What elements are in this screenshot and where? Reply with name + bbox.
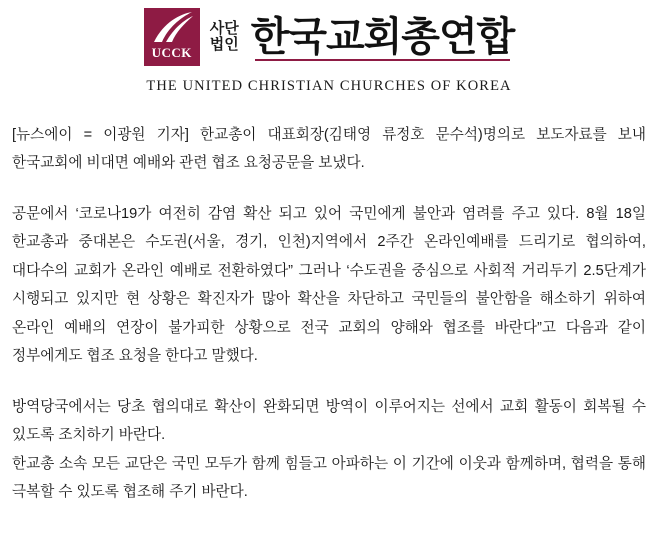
corporate-prefix <box>210 21 239 53</box>
organization-logo <box>0 0 658 95</box>
corporate-prefix-line1: 사단 <box>209 20 239 38</box>
logo-row <box>144 8 514 66</box>
article-body <box>0 95 658 506</box>
ucck-mark-text: UCCK <box>151 45 192 60</box>
swoosh-icon <box>150 12 194 44</box>
article-paragraph: 공문에서 ‘코로나19가 여전히 감염 확산 되고 있어 국민에게 불안과 염려를 주고 있다. 8월 18일 한교총과 중대본은 수도권(서울, 경기, 인천)지역에서 2주간 온라인예배를 드리기로 협의하여, 대다수의 교회가 온라인 예배로 전환하였다” 그러나 ‘수도권을 중심으로 사회적 거리두기 2.5단계가 시행되고 있지만 현 상황은 확진자가 많아 확산을 차단하고 국민들의 불안함을 해소하기 위하여 온라인 예배의 연장이 불가피한 상황으로 전국 교회의 양해와 협조를 바란다”고 다음과 같이 정부에게도 협조 요청을 한다고 말했다. <box>12 205 646 365</box>
article-paragraph: [뉴스에이 = 이광원 기자] 한교총이 대표회장(김태영 류정호 문수석)명의로 보도자료를 보내 한국교회에 비대면 예배와 관련 협조 요청공문을 보냈다. <box>12 127 646 172</box>
organization-title-ko: 한국교회총연합 <box>250 15 515 59</box>
ucck-logo-mark <box>144 8 200 66</box>
article-paragraph: 방역당국에서는 당초 협의대로 확산이 완화되면 방역이 이루어지는 선에서 교회 활동이 회복될 수 있도록 조치하기 바란다. <box>12 398 646 444</box>
corporate-prefix-line2: 법인 <box>209 36 239 53</box>
article-paragraph: 한교총 소속 모든 교단은 국민 모두가 함께 힘들고 아파하는 이 기간에 이웃과 함께하며, 협력을 통해 극복할 수 있도록 협조해 주기 바란다. <box>12 455 646 500</box>
organization-title-en: THE UNITED CHRISTIAN CHURCHES OF KOREA <box>146 78 512 94</box>
